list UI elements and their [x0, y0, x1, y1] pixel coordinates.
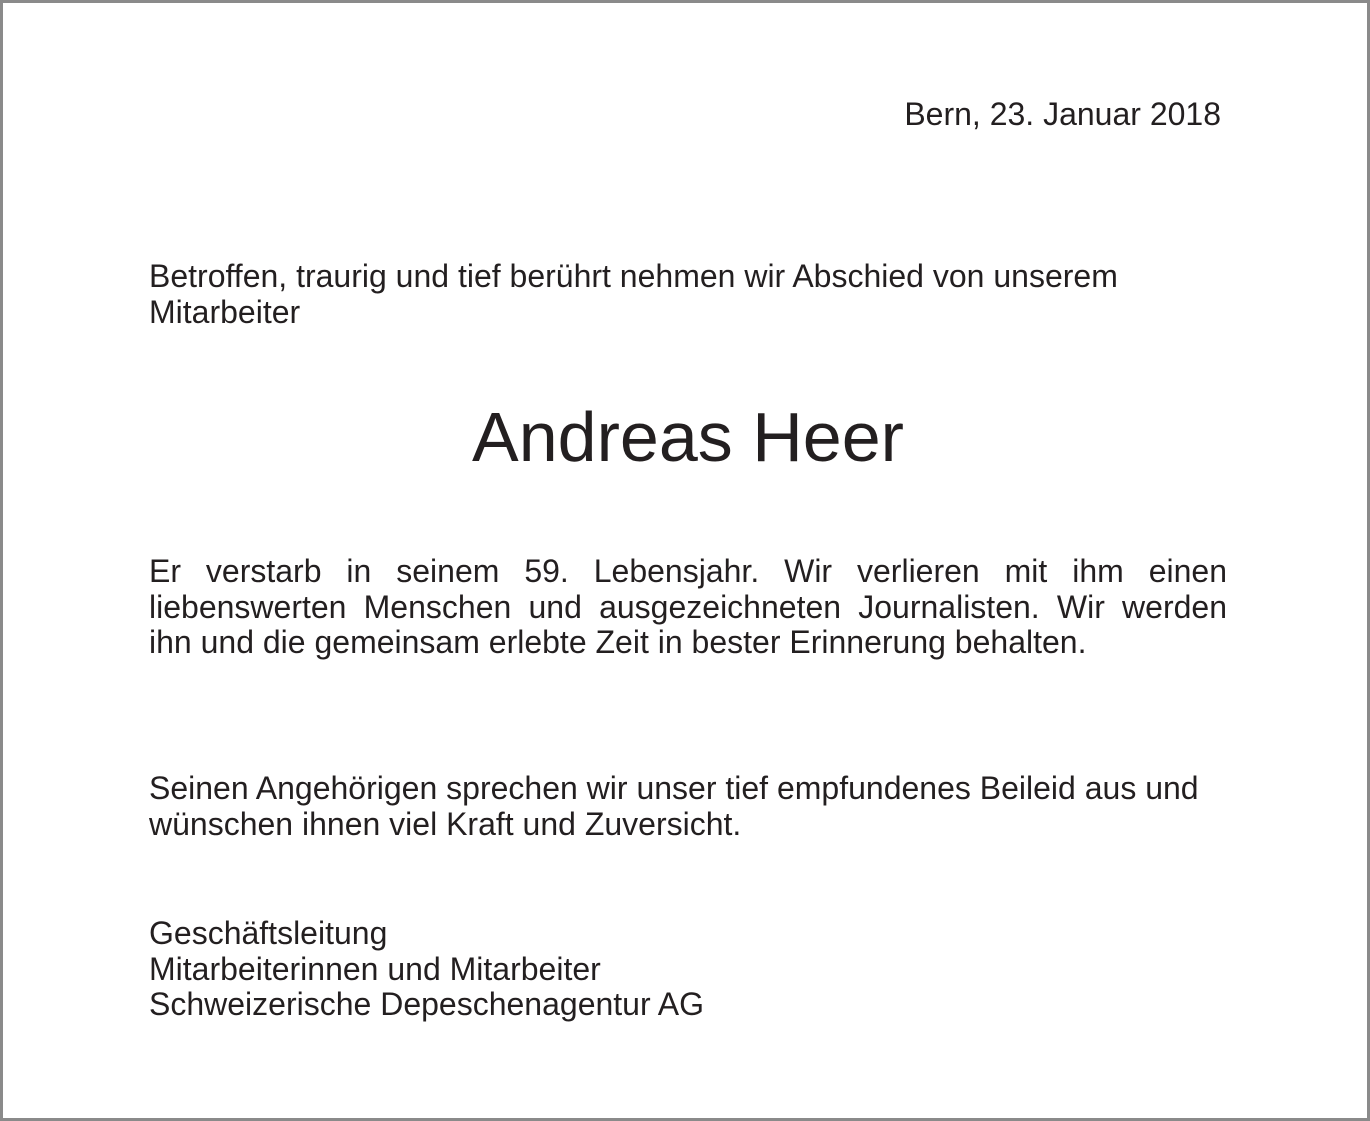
signature-block [149, 916, 1227, 1023]
signature-line-management: Geschäftsleitung [149, 915, 388, 951]
condolence-text: Seinen Angehörigen sprechen wir unser tief empfundenes Beileid aus und wünschen ihnen viel Kraft und Zuversicht. [149, 770, 1199, 842]
body-text: Er verstarb in seinem 59. Lebensjahr. Wir verlieren mit ihm einen liebenswerten Menschen und ausgezeichneten Journalisten. Wir werden ihn und die gemeinsam erlebte Zeit in bester Erinnerung behalten. [149, 553, 1227, 660]
signature-line-company: Schweizerische Depeschenagentur AG [149, 986, 704, 1022]
signature-line-staff: Mitarbeiterinnen und Mitarbeiter [149, 950, 601, 987]
intro-text: Betroffen, traurig und tief berührt nehmen wir Abschied von unserem Mitarbeiter [149, 258, 1118, 330]
deceased-name: Andreas Heer [472, 398, 904, 476]
date-line: Bern, 23. Januar 2018 [904, 96, 1221, 132]
